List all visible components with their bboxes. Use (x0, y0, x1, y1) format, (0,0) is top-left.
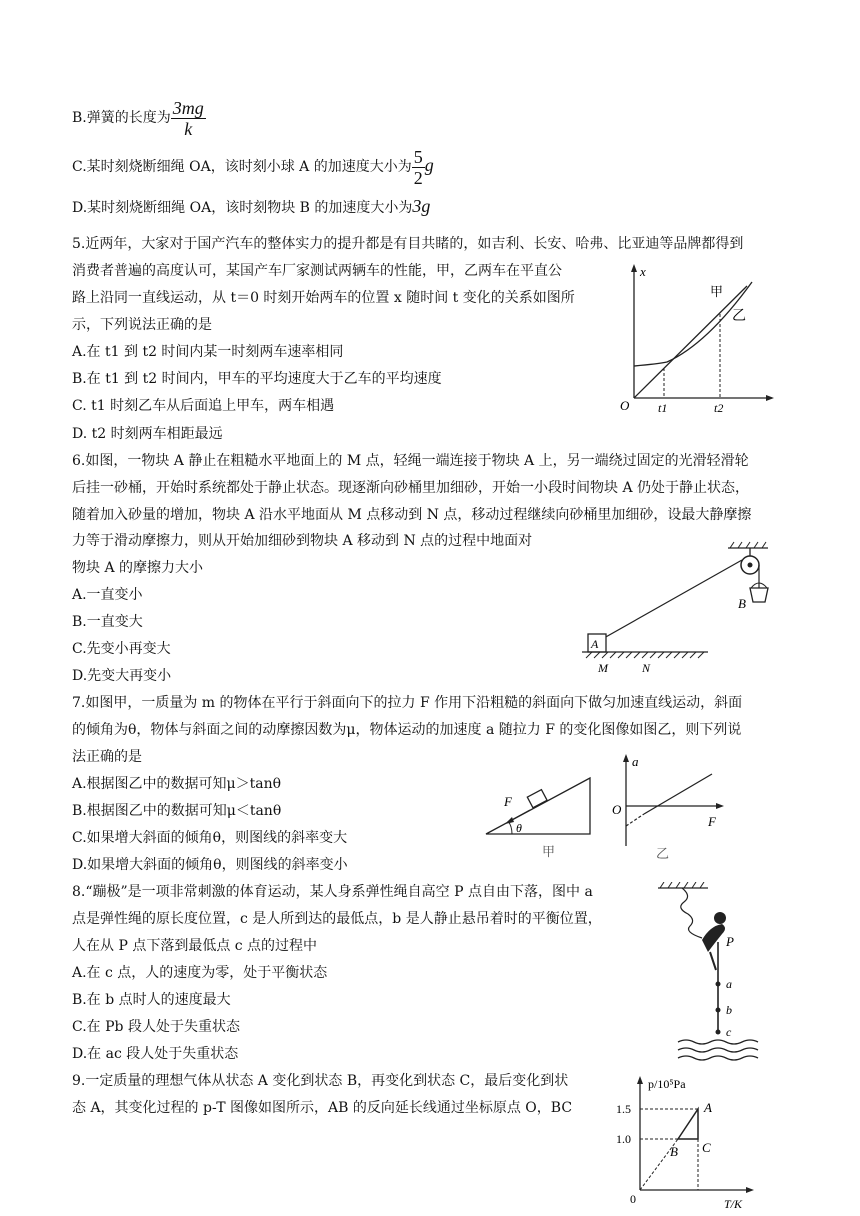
q4-option-c-text: C.某时刻烧断细绳 OA，该时刻小球 A 的加速度大小为 (72, 159, 412, 175)
q7-option-b: B.根据图乙中的数据可知μ＜tanθ (72, 803, 282, 819)
q5-origin-label: O (620, 398, 630, 413)
q4-option-c (72, 143, 434, 187)
q9-stem-line: 9.一定质量的理想气体从状态 A 变化到状态 B，再变化到状态 C，最后变化到状 (72, 1073, 569, 1089)
q7-origin-label: O (612, 802, 622, 817)
q8-bungee-diagram (652, 882, 762, 1062)
q8-stem-line: 人在从 P 点下落到最低点 c 点的过程中 (72, 938, 318, 954)
q4-option-b-fraction (171, 98, 206, 139)
q9-axis-y-label: p/10⁵Pa (648, 1077, 686, 1091)
q7-option-d: D.如果增大斜面的倾角θ，则图线的斜率变小 (72, 857, 348, 873)
q4-option-d-text: D.某时刻烧断细绳 OA，该时刻物块 B 的加速度大小为 (72, 200, 413, 216)
q9-axis-x-label: T/K (724, 1197, 743, 1211)
q5-option-b: B.在 t1 到 t2 时间内，甲车的平均速度大于乙车的平均速度 (72, 371, 442, 387)
q5-stem-line: 路上沿同一直线运动，从 t＝0 时刻开始两车的位置 x 随时间 t 变化的关系如图所 (72, 290, 575, 306)
q6-point-n-label: N (642, 661, 651, 675)
q6-option-a: A.一直变小 (72, 587, 143, 603)
q4-option-c-fraction (412, 147, 425, 188)
q6-block-label: A (591, 637, 599, 651)
q6-stem-line: 随着加入砂量的增加，物块 A 沿水平地面从 M 点移动到 N 点，移动过程继续向砂桶里加细砂，设最大静摩擦 (72, 507, 752, 523)
q6-pulley-diagram (578, 540, 788, 680)
q5-option-c: C. t1 时刻乙车从后面追上甲车，两车相遇 (72, 398, 335, 414)
q6-option-c: C.先变小再变大 (72, 641, 171, 657)
q6-option-b: B.一直变大 (72, 614, 143, 630)
fraction-denominator: k (184, 118, 193, 139)
q7-theta-label: θ (516, 821, 522, 835)
q8-option-a: A.在 c 点，人的速度为零，处于平衡状态 (72, 965, 328, 981)
q6-option-d: D.先变大再变小 (72, 668, 172, 684)
q5-stem-line: 5.近两年，大家对于国产汽车的整体实力的提升都是有目共睹的，如吉利、长安、哈弗、比亚迪等品牌都得到 (72, 236, 744, 252)
q5-option-d: D. t2 时刻两车相距最远 (72, 426, 223, 442)
q7-incline-diagram (478, 770, 608, 862)
q9-tick-1-0: 1.0 (616, 1132, 631, 1146)
q5-curve-jia-label: 甲 (710, 284, 724, 299)
q7-axis-a-label: a (632, 754, 639, 769)
q4-option-d-value: 3g (412, 196, 431, 216)
q6-bucket-label: B (738, 596, 746, 611)
q5-stem-line: 消费者普遍的高度认可，某国产车厂家测试两辆车的性能，甲，乙两车在平直公 (72, 263, 562, 279)
q5-axis-x-label: x (640, 264, 646, 279)
q5-t1-label: t1 (658, 401, 668, 415)
q9-origin-label: 0 (630, 1192, 636, 1206)
q4-option-b (72, 96, 206, 140)
q7-fig-jia-label: 甲 (542, 844, 556, 859)
q7-stem-line: 的倾角为θ，物体与斜面之间的动摩擦因数为μ，物体运动的加速度 a 随拉力 F 的变化图像如图乙，则下列说 (72, 722, 742, 738)
q5-line-yi-label: 乙 (732, 309, 746, 324)
q5-t2-label: t2 (714, 401, 724, 415)
q7-option-c: C.如果增大斜面的倾角θ，则图线的斜率变大 (72, 830, 348, 846)
q8-stem-line: 点是弹性绳的原长度位置，c 是人所到达的最低点，b 是人静止悬吊着时的平衡位置， (72, 911, 602, 927)
q9-tick-1-5: 1.5 (616, 1102, 631, 1116)
q7-option-a: A.根据图乙中的数据可知μ＞tanθ (72, 776, 282, 792)
q4-option-b-text: B.弹簧的长度为 (72, 110, 171, 126)
q5-stem-line: 示，下列说法正确的是 (72, 317, 212, 333)
q8-option-c: C.在 Pb 段人处于失重状态 (72, 1019, 240, 1035)
q8-option-d: D.在 ac 段人处于失重状态 (72, 1046, 239, 1062)
fraction-numerator: 3mg (172, 97, 204, 118)
q7-a-f-graph (608, 752, 738, 864)
q7-force-f-label: F (504, 794, 512, 809)
q8-point-a-label: a (726, 977, 732, 991)
q8-point-p-label: P (726, 934, 734, 949)
fraction-numerator: 5 (413, 146, 423, 167)
q9-stem-line: 态 A，其变化过程的 p-T 图像如图所示，AB 的反向延长线通过坐标原点 O，BC (72, 1100, 573, 1116)
q5-xt-graph (612, 258, 777, 418)
fraction-denominator: 2 (413, 167, 423, 188)
q8-point-b-label: b (726, 1003, 732, 1017)
q7-stem-line: 法正确的是 (72, 749, 142, 765)
q6-stem-line: 物块 A 的摩擦力大小 (72, 560, 204, 576)
q6-stem-line: 力等于滑动摩擦力，则从开始加细砂到物块 A 移动到 N 点的过程中地面对 (72, 533, 533, 549)
q7-fig-yi-label: 乙 (656, 846, 670, 861)
q9-state-b-label: B (670, 1144, 678, 1159)
q6-stem-line: 后挂一砂桶，开始时系统都处于静止状态。现逐渐向砂桶里加细砂，开始一小段时间物块 A 仍处于静止状态， (72, 480, 750, 496)
q4-option-d (72, 196, 430, 218)
q9-state-a-label: A (704, 1100, 712, 1115)
q8-option-b: B.在 b 点时人的速度最大 (72, 992, 231, 1008)
q6-stem-line: 6.如图，一物块 A 静止在粗糙水平地面上的 M 点，轻绳一端连接于物块 A 上，另一端绕过固定的光滑轻滑轮 (72, 453, 749, 469)
q7-stem-line: 7.如图甲，一质量为 m 的物体在平行于斜面向下的拉力 F 作用下沿粗糙的斜面向下做匀加速直线运动，斜面 (72, 695, 743, 711)
q7-axis-f-label: F (708, 814, 716, 829)
q9-state-c-label: C (702, 1140, 711, 1155)
q8-point-c-label: c (726, 1025, 732, 1039)
q8-stem-line: 8.“蹦极”是一项非常刺激的体育运动，某人身系弹性绳自高空 P 点自由下落，图中 a (72, 884, 593, 900)
q5-option-a: A.在 t1 到 t2 时间内某一时刻两车速率相同 (72, 344, 344, 360)
q6-point-m-label: M (598, 661, 608, 675)
q9-pt-graph (610, 1072, 760, 1212)
q4-option-c-unit: g (424, 155, 434, 175)
